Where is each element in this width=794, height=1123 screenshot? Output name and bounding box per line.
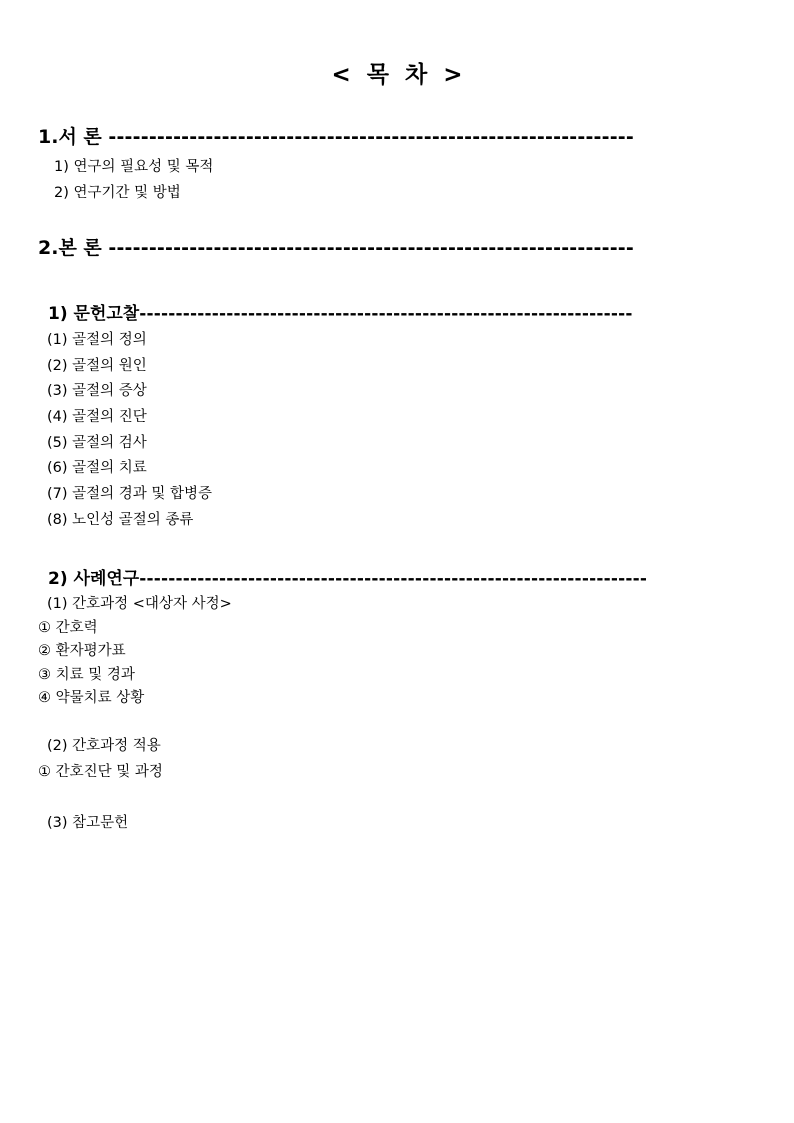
toc-item: ② 환자평가표 [38, 643, 126, 659]
toc-item: (3) 골절의 증상 [47, 383, 147, 399]
leader-dashes: ---------------------------------------------------------------------- [139, 569, 648, 589]
subsection-heading-case-study [48, 564, 647, 589]
leader-dashes: ----------------------------------------------------------------- [108, 126, 634, 148]
toc-group-label: (2) 간호과정 적용 [47, 738, 161, 754]
toc-item: 1) 연구의 필요성 및 목적 [54, 159, 214, 175]
toc-group-label: (1) 간호과정 <대상자 사정> [47, 596, 232, 612]
section-title: 1.서 론 [38, 126, 102, 148]
page-title: < 목 차 > [331, 62, 463, 88]
section-heading-introduction [38, 122, 634, 149]
toc-item: ③ 치료 및 경과 [38, 667, 135, 683]
toc-item: (4) 골절의 진단 [47, 409, 147, 425]
toc-item: (1) 골절의 정의 [47, 332, 147, 348]
subsection-title: 1) 문헌고찰 [48, 304, 140, 324]
subsection-heading-literature-review [48, 299, 633, 324]
toc-item: (7) 골절의 경과 및 합병증 [47, 486, 213, 502]
leader-dashes: ----------------------------------------------------------------- [108, 237, 634, 259]
toc-item: ④ 약물치료 상황 [38, 690, 145, 706]
toc-item: 2) 연구기간 및 방법 [54, 185, 181, 201]
section-title: 2.본 론 [38, 237, 102, 259]
toc-item: (6) 골절의 치료 [47, 460, 147, 476]
subsection-title: 2) 사례연구 [48, 569, 140, 589]
leader-dashes: -------------------------------------------------------------------- [139, 304, 633, 324]
toc-item: (2) 골절의 원인 [47, 358, 147, 374]
toc-item: (8) 노인성 골절의 종류 [47, 512, 194, 528]
section-heading-body [38, 233, 634, 260]
toc-item: (5) 골절의 검사 [47, 435, 147, 451]
toc-item: ① 간호력 [38, 620, 98, 636]
toc-item: ① 간호진단 및 과정 [38, 764, 163, 780]
toc-group-label: (3) 참고문헌 [47, 815, 129, 831]
